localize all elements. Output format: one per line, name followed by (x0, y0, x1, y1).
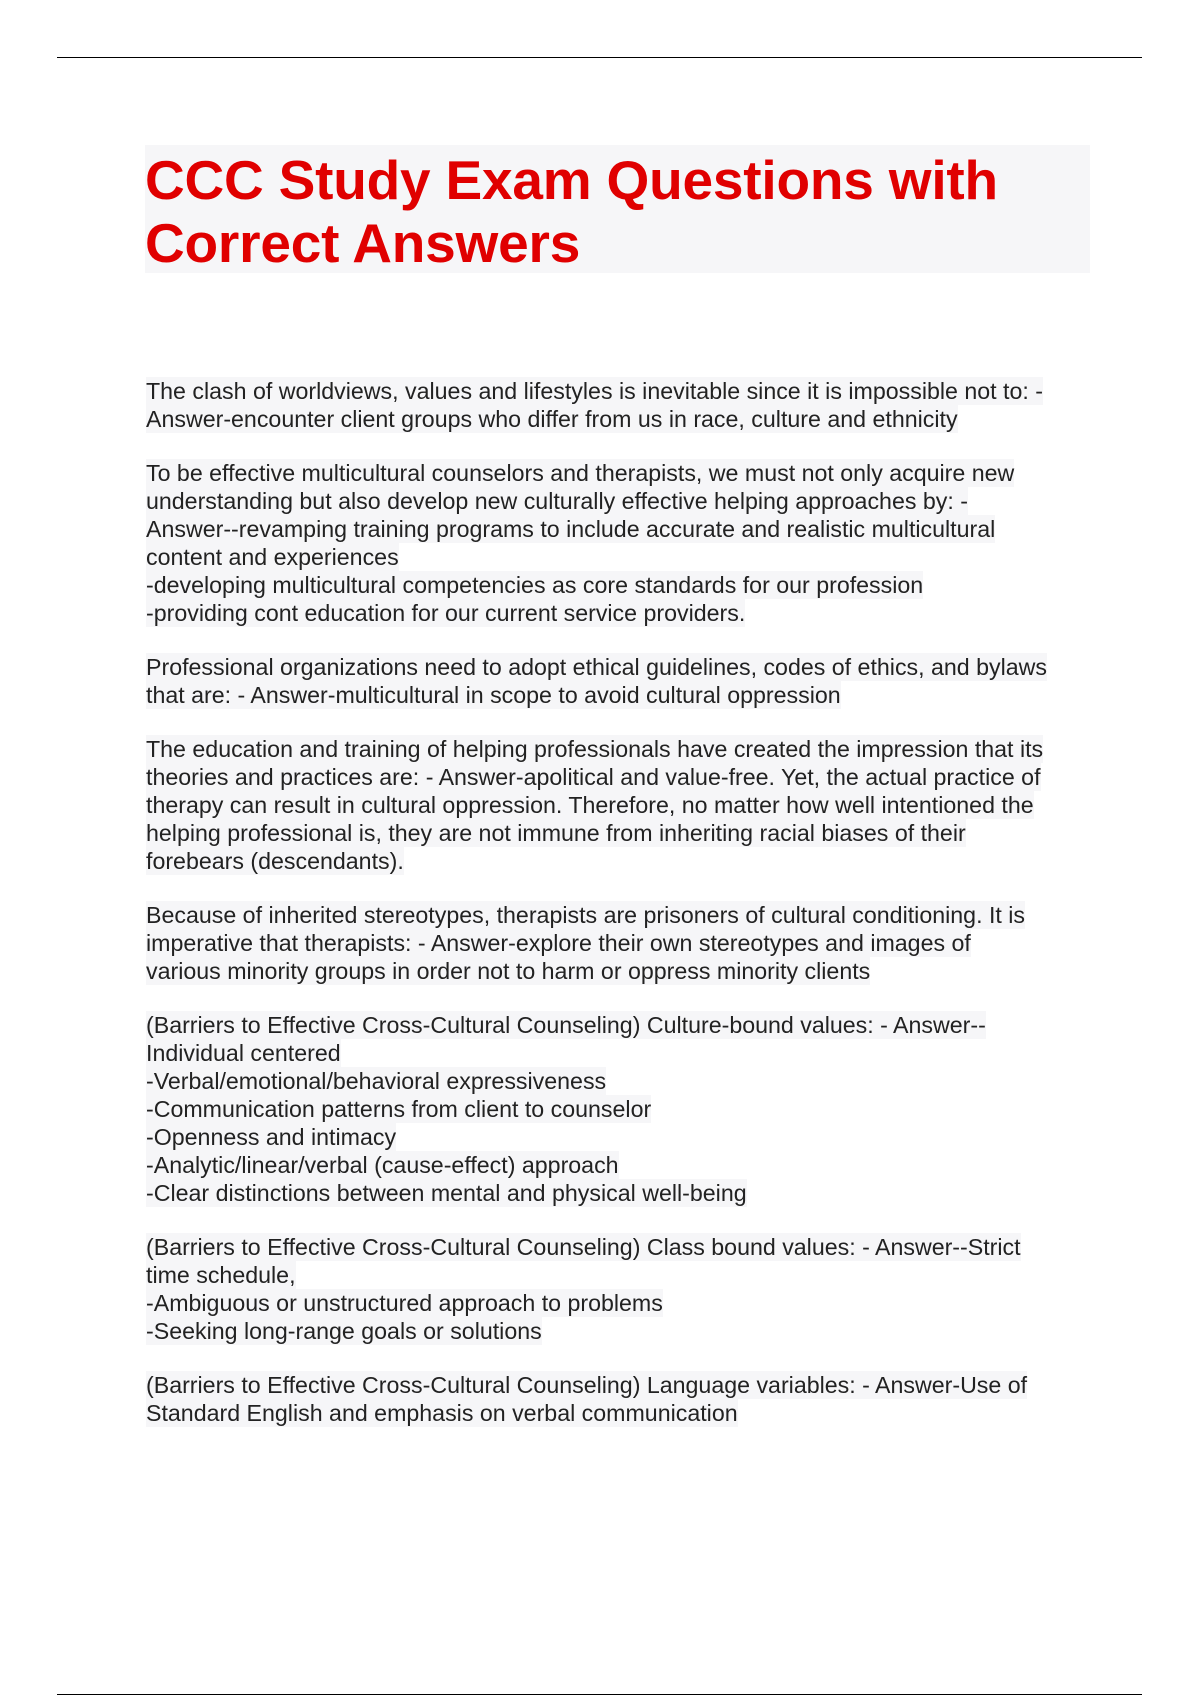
qa-text-line: -Clear distinctions between mental and physical well-being (146, 1180, 747, 1206)
qa-text-line: theories and practices are: - Answer-apolitical and value-free. Yet, the actual practice of (146, 764, 1041, 790)
qa-text-line: -Openness and intimacy (146, 1124, 397, 1150)
qa-item (146, 653, 1092, 709)
qa-text-line: therapy can result in cultural oppression. Therefore, no matter how well intentioned the (146, 792, 1034, 818)
qa-item (146, 735, 1092, 875)
qa-item (146, 377, 1092, 433)
qa-text-line: -providing cont education for our current service providers. (146, 600, 746, 626)
header-rule (57, 57, 1142, 58)
qa-text-line: To be effective multicultural counselors and therapists, we must not only acquire new (146, 460, 1015, 486)
qa-text-line: Answer--revamping training programs to include accurate and realistic multicultural (146, 516, 996, 542)
qa-item (146, 901, 1092, 985)
qa-text-line: Individual centered (146, 1040, 341, 1066)
footer-rule (57, 1694, 1142, 1695)
qa-text-line: -developing multicultural competencies as core standards for our profession (146, 572, 924, 598)
qa-item (146, 1233, 1092, 1345)
qa-text-line: The education and training of helping professionals have created the impression that its (146, 736, 1044, 762)
qa-text-line: The clash of worldviews, values and lifestyles is inevitable since it is impossible not to: - (146, 378, 1043, 404)
qa-text-line: -Seeking long-range goals or solutions (146, 1318, 542, 1344)
document-title (145, 149, 1090, 275)
qa-text-line: -Verbal/emotional/behavioral expressiveness (146, 1068, 607, 1094)
qa-text-line: -Communication patterns from client to counselor (146, 1096, 652, 1122)
question-answer-list (146, 377, 1092, 1453)
qa-text-line: Standard English and emphasis on verbal communication (146, 1400, 738, 1426)
qa-text-line: -Ambiguous or unstructured approach to problems (146, 1290, 663, 1316)
qa-item (146, 1371, 1092, 1427)
qa-text-line: (Barriers to Effective Cross-Cultural Counseling) Culture-bound values: - Answer-- (146, 1012, 986, 1038)
qa-text-line: (Barriers to Effective Cross-Cultural Counseling) Language variables: - Answer-Use of (146, 1372, 1028, 1398)
title-line-1: CCC Study Exam Questions with (145, 149, 998, 211)
qa-item (146, 459, 1092, 627)
qa-text-line: -Analytic/linear/verbal (cause-effect) approach (146, 1152, 619, 1178)
qa-text-line: various minority groups in order not to harm or oppress minority clients (146, 958, 871, 984)
qa-text-line: understanding but also develop new culturally effective helping approaches by: - (146, 488, 968, 514)
qa-text-line: imperative that therapists: - Answer-explore their own stereotypes and images of (146, 930, 971, 956)
qa-text-line: Answer-encounter client groups who differ from us in race, culture and ethnicity (146, 406, 958, 432)
qa-text-line: Professional organizations need to adopt ethical guidelines, codes of ethics, and bylaws (146, 654, 1048, 680)
qa-text-line: Because of inherited stereotypes, therapists are prisoners of cultural conditioning. It is (146, 902, 1026, 928)
qa-text-line: time schedule, (146, 1262, 296, 1288)
title-line-2: Correct Answers (145, 212, 581, 274)
title-block (145, 145, 1090, 273)
qa-text-line: that are: - Answer-multicultural in scope to avoid cultural oppression (146, 682, 841, 708)
qa-text-line: (Barriers to Effective Cross-Cultural Counseling) Class bound values: - Answer--Strict (146, 1234, 1021, 1260)
qa-text-line: helping professional is, they are not immune from inheriting racial biases of their (146, 820, 966, 846)
qa-item (146, 1011, 1092, 1207)
qa-text-line: forebears (descendants). (146, 848, 404, 874)
qa-text-line: content and experiences (146, 544, 399, 570)
